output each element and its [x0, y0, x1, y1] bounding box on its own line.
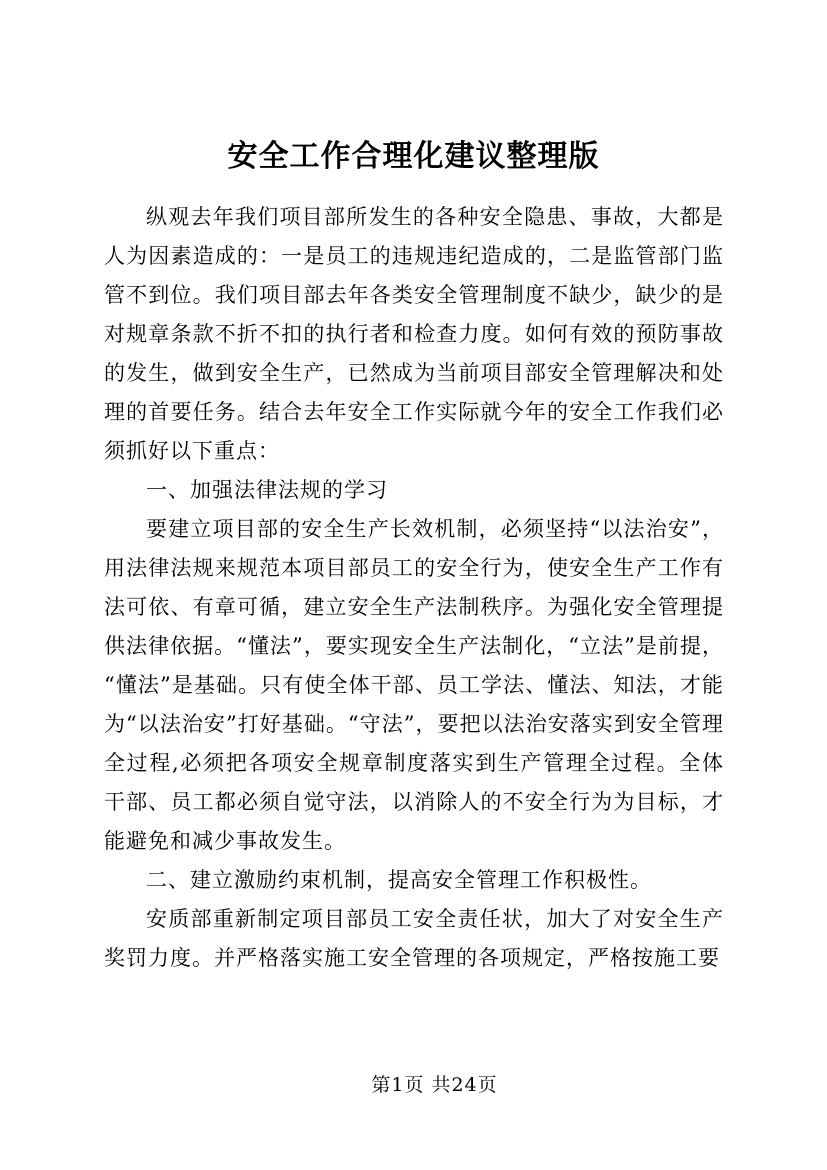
document-title: 安全工作合理化建议整理版	[227, 139, 600, 174]
paragraph-intro: 纵观去年我们项目部所发生的各种安全隐患、事故，大都是人为因素造成的：一是员工的违规违纪造成的，二是监管部门监管不到位。我们项目部去年各类安全管理制度不缺少，缺少的是对规章条款不折不扣的执行者和检查力度。如何有效的预防事故的发生，做到安全生产，已然成为当前项目部安全管理解决和处理的首要任务。结合去年安全工作实际就今年的安全工作我们必须抓好以下重点：	[104, 205, 724, 463]
section-heading-1: 一、加强法律法规的学习	[146, 478, 388, 502]
page-number-footer: 第1页 共24页	[371, 1074, 498, 1096]
document-body	[104, 198, 724, 978]
section-heading-2: 二、建立激励约束机制，提高安全管理工作积极性。	[146, 868, 652, 892]
paragraph-section-1: 要建立项目部的安全生产长效机制，必须坚持“以法治安”，用法律法规来规范本项目部员工的安全行为，使安全生产工作有法可依、有章可循，建立安全生产法制秩序。为强化安全管理提供法律依据。“懂法”，要实现安全生产法制化，“立法”是前提，“懂法”是基础。只有使全体干部、员工学法、懂法、知法，才能为“以法治安”打好基础。“守法”，要把以法治安落实到安全管理全过程,必须把各项安全规章制度落实到生产管理全过程。全体干部、员工都必须自觉守法，以消除人的不安全行为为目标，才能避免和减少事故发生。	[104, 517, 724, 853]
paragraph-section-2: 安质部重新制定项目部员工安全责任状，加大了对安全生产奖罚力度。并严格落实施工安全管理的各项规定，严格按施工要	[104, 907, 724, 970]
